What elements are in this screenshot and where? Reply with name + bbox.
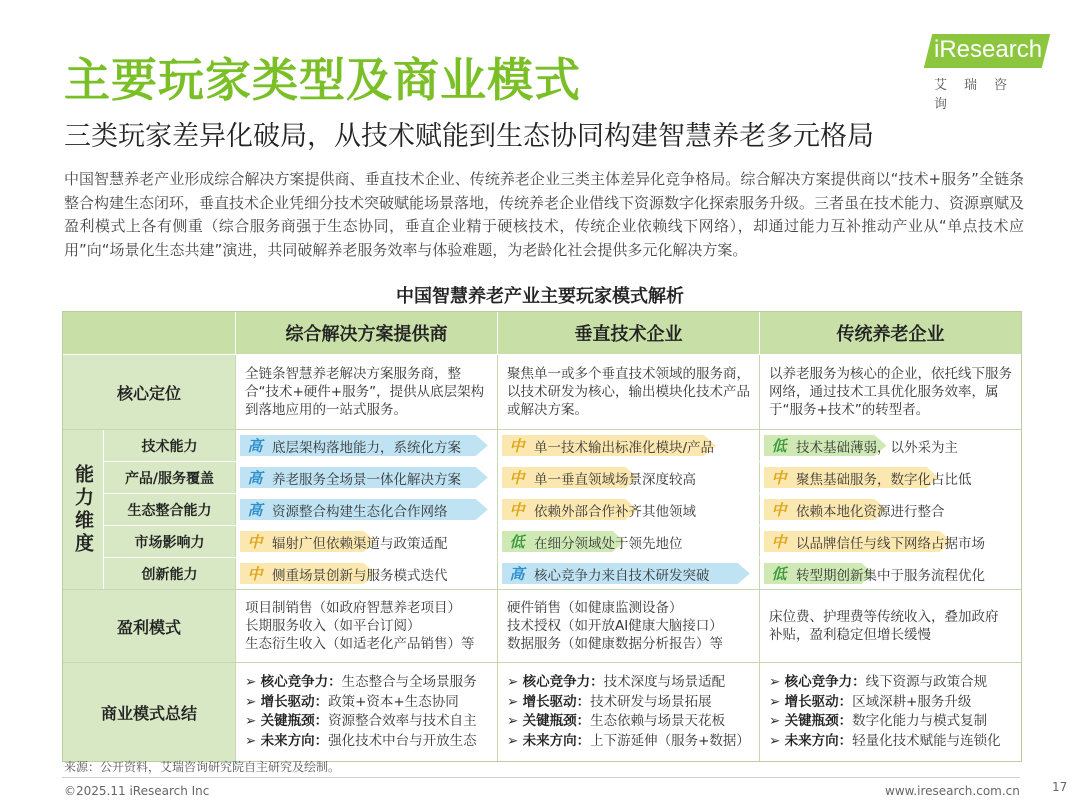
core-cell: 以养老服务为核心的企业，依托线下服务网络，通过技术工具优化服务效率，属于“服务+技术”的转型者。 bbox=[759, 355, 1021, 429]
summary-key: 未来方向： bbox=[522, 732, 591, 749]
capability-text: 资源整合构建生态化合作网络 bbox=[272, 503, 448, 520]
summary-line bbox=[769, 673, 987, 693]
capability-text: 核心竞争力来自技术研发突破 bbox=[534, 567, 710, 584]
summary-value: 区域深耕+服务升级 bbox=[852, 693, 972, 710]
capability-cell bbox=[235, 558, 497, 589]
capability-rows bbox=[104, 430, 1021, 589]
summary-key: 未来方向： bbox=[260, 732, 329, 749]
capability-cell bbox=[235, 462, 497, 493]
level-badge: 中 bbox=[509, 437, 525, 455]
summary-cell bbox=[235, 663, 497, 761]
core-positioning-row bbox=[63, 355, 1021, 430]
summary-line bbox=[769, 732, 1001, 752]
profit-line: 项目制销售（如政府智慧养老项目） bbox=[245, 600, 461, 616]
summary-line bbox=[507, 712, 725, 732]
summary-value: 生态依赖与场景天花板 bbox=[590, 713, 726, 729]
bullet-icon: ➢ bbox=[769, 693, 785, 710]
source-note: 来源：公开资料，艾瑞咨询研究院自主研究及绘制。 bbox=[64, 760, 341, 774]
summary-key: 增长驱动： bbox=[522, 693, 591, 710]
core-positioning-label: 核心定位 bbox=[63, 355, 235, 429]
bullet-icon: ➢ bbox=[507, 732, 523, 749]
profit-line: 技术授权（如开放AI健康大脑接口） bbox=[507, 618, 723, 634]
capability-cell bbox=[759, 558, 1021, 589]
capability-cell bbox=[759, 526, 1021, 557]
level-badge: 中 bbox=[509, 469, 525, 487]
header-vertical-tech: 垂直技术企业 bbox=[497, 312, 759, 354]
level-badge: 低 bbox=[509, 533, 525, 551]
profit-cell bbox=[497, 590, 759, 662]
capability-text: 依赖外部合作补齐其他领域 bbox=[534, 503, 696, 520]
summary-key: 核心竞争力： bbox=[522, 674, 604, 690]
profit-cell bbox=[235, 590, 497, 662]
business-summary-row bbox=[63, 663, 1021, 761]
profit-line: 数据服务（如健康数据分析报告）等 bbox=[507, 636, 723, 652]
profit-cell bbox=[759, 590, 1021, 662]
capability-text: 养老服务全场景一体化解决方案 bbox=[272, 471, 461, 488]
summary-value: 数字化能力与模式复制 bbox=[852, 713, 988, 729]
table-header-row bbox=[63, 312, 1021, 355]
summary-line bbox=[507, 693, 712, 713]
bullet-icon: ➢ bbox=[245, 713, 261, 729]
capability-cell bbox=[497, 430, 759, 461]
level-badge: 高 bbox=[247, 437, 263, 455]
capability-row bbox=[104, 558, 1021, 589]
profit-line: 床位费、护理费等传统收入，叠加政府 bbox=[769, 609, 999, 625]
summary-key: 核心竞争力： bbox=[784, 674, 866, 690]
capability-name: 市场影响力 bbox=[104, 526, 235, 557]
capability-text: 单一垂直领域场景深度较高 bbox=[534, 471, 696, 488]
summary-line bbox=[245, 693, 459, 713]
capability-cell bbox=[235, 494, 497, 525]
capability-cell bbox=[759, 494, 1021, 525]
capability-cell bbox=[235, 430, 497, 461]
capability-cell bbox=[759, 430, 1021, 461]
bullet-icon: ➢ bbox=[245, 732, 261, 749]
profit-line: 硬件销售（如健康监测设备） bbox=[507, 600, 683, 616]
capability-dimension-block bbox=[63, 430, 1021, 590]
summary-line bbox=[769, 712, 987, 732]
summary-key: 关键瓶颈： bbox=[522, 713, 591, 729]
header-traditional-elderly: 传统养老企业 bbox=[759, 312, 1021, 354]
summary-line bbox=[769, 693, 971, 713]
profit-line: 长期服务收入（如平台订阅） bbox=[245, 618, 421, 634]
level-badge: 中 bbox=[247, 565, 263, 583]
capability-cell bbox=[497, 558, 759, 589]
player-model-table bbox=[62, 311, 1022, 762]
profit-model-row bbox=[63, 590, 1021, 663]
intro-paragraph: 中国智慧养老产业形成综合解决方案提供商、垂直技术企业、传统养老企业三类主体差异化竞争格局。综合解决方案提供商以“技术+服务”全链条整合构建生态闭环，垂直技术企业凭细分技术突破赋能场景落地，传统养老企业借线下资源数字化探索服务升级。三者虽在技术能力、资源禀赋及盈利模式上各有侧重（综合服务商强于生态协同，垂直企业精于硬核技术，传统企业依赖线下网络），却通过能力互补推动产业从“单点技术应用”向“场景化生态共建”演进，共同破解养老服务效率与体验难题，为老龄化社会提供多元化解决方案。 bbox=[64, 170, 1025, 259]
business-summary-label: 商业模式总结 bbox=[63, 663, 235, 761]
capability-cell bbox=[497, 526, 759, 557]
summary-key: 增长驱动： bbox=[784, 693, 853, 710]
bullet-icon: ➢ bbox=[245, 693, 261, 710]
header-corner bbox=[63, 312, 235, 354]
page-number: 17 bbox=[1052, 780, 1068, 794]
copyright: ©2025.11 iResearch Inc bbox=[64, 784, 210, 798]
summary-value: 政策+资本+生态协同 bbox=[328, 693, 459, 710]
bullet-icon: ➢ bbox=[507, 713, 523, 729]
bullet-icon: ➢ bbox=[507, 693, 523, 710]
level-badge: 高 bbox=[509, 565, 525, 583]
capability-name: 技术能力 bbox=[104, 430, 235, 461]
capability-row bbox=[104, 462, 1021, 494]
summary-line bbox=[507, 732, 750, 752]
capability-text: 侧重场景创新与服务模式迭代 bbox=[272, 567, 448, 584]
summary-key: 核心竞争力： bbox=[260, 674, 342, 690]
profit-line: 生态衍生收入（如适老化产品销售）等 bbox=[245, 636, 475, 652]
level-badge: 中 bbox=[509, 501, 525, 519]
core-cell: 聚焦单一或多个垂直技术领域的服务商，以技术研发为核心，输出模块化技术产品或解决方案。 bbox=[497, 355, 759, 429]
level-badge: 高 bbox=[247, 469, 263, 487]
table-title: 中国智慧养老产业主要玩家模式解析 bbox=[396, 286, 684, 307]
level-badge: 中 bbox=[771, 501, 787, 519]
logo-text: iResearch bbox=[934, 36, 1043, 63]
capability-text: 底层架构落地能力，系统化方案 bbox=[272, 439, 461, 456]
capability-dimension-label: 能力维度 bbox=[63, 430, 104, 589]
iresearch-logo bbox=[928, 34, 1050, 112]
level-badge: 高 bbox=[247, 501, 263, 519]
capability-name: 创新能力 bbox=[104, 558, 235, 589]
summary-line bbox=[245, 712, 477, 732]
summary-cell bbox=[759, 663, 1021, 761]
profit-line: 补贴，盈利稳定但增长缓慢 bbox=[769, 627, 931, 643]
summary-value: 强化技术中台与开放生态 bbox=[328, 732, 477, 749]
capability-text: 聚焦基础服务，数字化占比低 bbox=[796, 471, 972, 488]
summary-value: 技术研发与场景拓展 bbox=[590, 693, 712, 710]
capability-text: 单一技术输出标准化模块/产品 bbox=[534, 439, 715, 456]
capability-text: 转型期创新集中于服务流程优化 bbox=[796, 567, 985, 584]
footer-divider bbox=[62, 777, 1020, 778]
level-badge: 低 bbox=[771, 565, 787, 583]
capability-text: 技术基础薄弱，以外采为主 bbox=[796, 439, 958, 456]
level-badge: 中 bbox=[247, 533, 263, 551]
summary-value: 资源整合效率与技术自主 bbox=[328, 713, 477, 729]
capability-row bbox=[104, 494, 1021, 526]
summary-line bbox=[245, 732, 477, 752]
level-badge: 中 bbox=[771, 469, 787, 487]
profit-model-label: 盈利模式 bbox=[63, 590, 235, 662]
summary-key: 关键瓶颈： bbox=[784, 713, 853, 729]
capability-text: 依赖本地化资源进行整合 bbox=[796, 503, 945, 520]
summary-line bbox=[507, 673, 725, 693]
page-subtitle: 三类玩家差异化破局，从技术赋能到生态协同构建智慧养老多元格局 bbox=[64, 121, 874, 152]
capability-text: 在细分领域处于领先地位 bbox=[534, 535, 683, 552]
summary-line bbox=[245, 673, 477, 693]
page-title: 主要玩家类型及商业模式 bbox=[64, 53, 581, 107]
summary-value: 技术深度与场景适配 bbox=[603, 674, 726, 690]
bullet-icon: ➢ bbox=[769, 674, 785, 690]
bullet-icon: ➢ bbox=[507, 674, 523, 690]
capability-text: 辐射广但依赖渠道与政策适配 bbox=[272, 535, 448, 552]
website: www.iresearch.com.cn bbox=[885, 784, 1020, 798]
header-integrated-provider: 综合解决方案提供商 bbox=[235, 312, 497, 354]
bullet-icon: ➢ bbox=[769, 732, 785, 749]
summary-key: 关键瓶颈： bbox=[260, 713, 329, 729]
capability-name: 产品/服务覆盖 bbox=[104, 462, 235, 493]
summary-value: 线下资源与政策合规 bbox=[865, 674, 988, 690]
capability-name: 生态整合能力 bbox=[104, 494, 235, 525]
summary-key: 未来方向： bbox=[784, 732, 853, 749]
capability-cell bbox=[497, 494, 759, 525]
bullet-icon: ➢ bbox=[245, 674, 261, 690]
bullet-icon: ➢ bbox=[769, 713, 785, 729]
capability-cell bbox=[235, 526, 497, 557]
capability-text: 以品牌信任与线下网络占据市场 bbox=[796, 535, 985, 552]
summary-value: 轻量化技术赋能与连锁化 bbox=[852, 732, 1001, 749]
level-badge: 中 bbox=[771, 533, 787, 551]
summary-cell bbox=[497, 663, 759, 761]
capability-cell bbox=[497, 462, 759, 493]
core-cell: 全链条智慧养老解决方案服务商，整合“技术+硬件+服务”，提供从底层架构到落地应用的一站式服务。 bbox=[235, 355, 497, 429]
capability-cell bbox=[759, 462, 1021, 493]
summary-key: 增长驱动： bbox=[260, 693, 329, 710]
summary-value: 生态整合与全场景服务 bbox=[341, 674, 477, 690]
level-badge: 低 bbox=[771, 437, 787, 455]
summary-value: 上下游延伸（服务+数据） bbox=[590, 732, 750, 749]
capability-row bbox=[104, 526, 1021, 558]
capability-row bbox=[104, 430, 1021, 462]
logo-subtext: 艾瑞咨询 bbox=[934, 78, 1025, 112]
